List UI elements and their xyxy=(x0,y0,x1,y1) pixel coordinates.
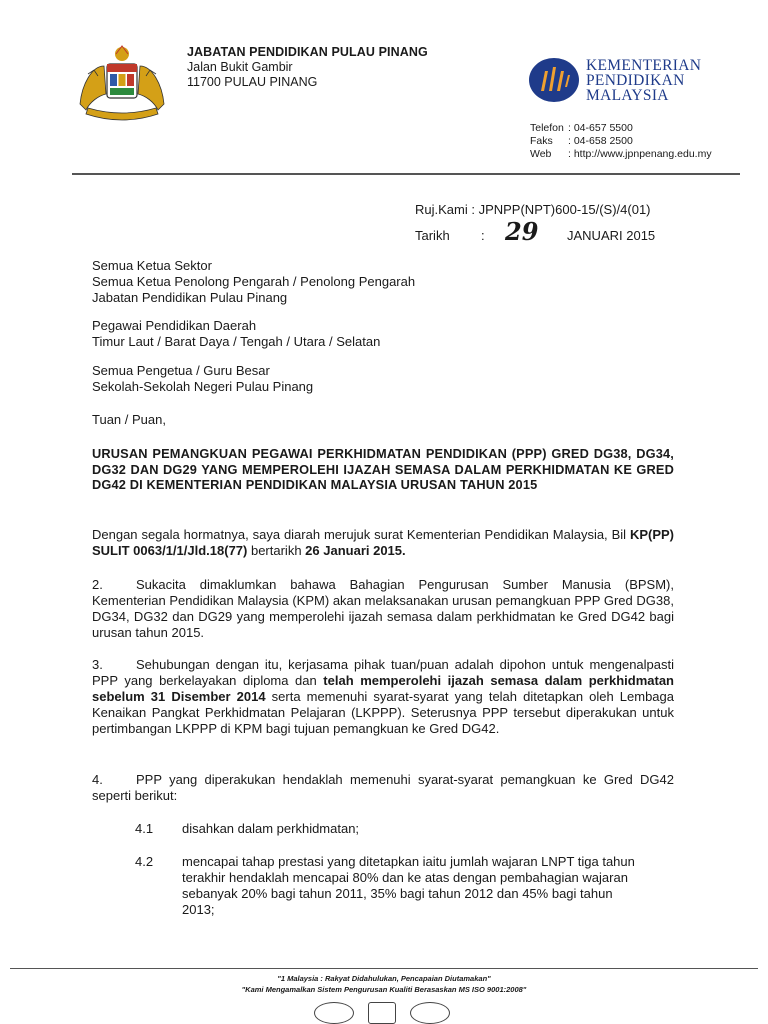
ministry-name-line-3: MALAYSIA xyxy=(586,87,669,104)
paragraph-number: 3. xyxy=(92,657,103,672)
item-number: 4.2 xyxy=(135,854,154,869)
date-label: Tarikh xyxy=(415,228,450,243)
recipient-group-2 xyxy=(92,318,674,350)
item-text: disahkan dalam perkhidmatan; xyxy=(182,821,360,836)
paragraph-text: Sukacita dimaklumkan bahawa Bahagian Pengurusan Sumber Manusia (BPSM), Kementerian Pendidikan Malaysia (KPM) akan melaksanakan urusan pemangkuan PPP Gred DG38, DG34, DG32 dan DG29 yang memperolehi ijazah semasa dalam perkhidmatan ke Gred DG42 bagi urusan tahun 2015. xyxy=(92,577,674,640)
salutation: Tuan / Puan, xyxy=(92,412,166,427)
footer-quality-statement: "Kami Mengamalkan Sistem Pengurusan Kualiti Berasaskan MS ISO 9001:2008" xyxy=(241,985,527,994)
list-item xyxy=(135,821,655,837)
paragraph-text-2: serta memenuhi syarat-syarat yang telah ditetapkan oleh Lembaga Kenaikan Pangkat Perkhidmatan Pelajaran (LKPPP). Seterusnya PPP tersebut diperakukan untuk pertimbangan LKPPP di KPM bagi tujuan pemangkuan ke Gred DG42. xyxy=(92,689,674,736)
reference-number: Ruj.Kami : JPNPP(NPT)600-15/(S)/4(01) xyxy=(415,202,651,217)
ministry-name xyxy=(586,58,701,103)
address-line-1: Jalan Bukit Gambir xyxy=(187,60,293,74)
paragraph-bold-text: telah memperolehi ijazah semasa dalam perkhidmatan sebelum 31 Disember 2014 xyxy=(92,673,674,704)
intro-paragraph xyxy=(92,527,674,559)
intro-text: Dengan segala hormatnya, saya diarah merujuk surat Kementerian Pendidikan Malaysia, Bil xyxy=(92,527,627,542)
contact-label: Faks xyxy=(530,135,553,147)
ministry-name-line-2: PENDIDIKAN xyxy=(586,72,685,89)
paragraph-4 xyxy=(92,772,674,804)
contact-row-fax xyxy=(530,135,712,148)
certification-badges xyxy=(314,1002,450,1024)
recipient-line: Semua Ketua Sektor xyxy=(92,258,212,273)
intro-text-2: bertarikh xyxy=(247,543,306,558)
ministry-name-line-1: KEMENTERIAN xyxy=(586,57,702,74)
paragraph-text: Sehubungan dengan itu, kerjasama pihak tuan/puan adalah dipohon untuk mengenalpasti PPP yang berkelayakan diploma dan xyxy=(92,657,674,688)
letter-subject: URUSAN PEMANGKUAN PEGAWAI PERKHIDMATAN PENDIDIKAN (PPP) GRED DG38, DG34, DG32 DAN DG29 YANG MEMPEROLEHI IJAZAH SEMASA DALAM PERKHIDMATAN KE GRED DG42 DI KEMENTERIAN PENDIDIKAN MALAYSIA URUSAN TAHUN 2015 xyxy=(92,446,674,492)
date-month-year: JANUARI 2015 xyxy=(567,228,656,243)
paragraph-text: PPP yang diperakukan hendaklah memenuhi syarat-syarat pemangkuan ke Gred DG42 seperti berikut: xyxy=(92,772,674,803)
intro-reference: KP(PP) SULIT 0063/1/1/Jld.18(77) xyxy=(92,527,674,558)
intro-date: 26 Januari 2015. xyxy=(305,543,406,558)
contact-block xyxy=(530,122,712,161)
contact-value: : http://www.jpnpenang.edu.my xyxy=(568,148,712,160)
footer-slogan: "1 Malaysia : Rakyat Didahulukan, Pencapaian Diutamakan" xyxy=(277,974,491,983)
recipient-group-1 xyxy=(92,258,674,306)
item-number: 4.1 xyxy=(135,821,154,836)
recipient-line: Pegawai Pendidikan Daerah xyxy=(92,318,257,333)
coat-of-arms-logo xyxy=(72,44,172,124)
contact-value: : 04-658 2500 xyxy=(568,135,633,147)
header-divider xyxy=(72,173,740,175)
recipient-line: Semua Ketua Penolong Pengarah / Penolong Pengarah xyxy=(92,274,416,289)
ministry-logo xyxy=(528,57,580,103)
paragraph-2 xyxy=(92,577,674,641)
certification-badge-icon xyxy=(368,1002,396,1024)
department-name: JABATAN PENDIDIKAN PULAU PINANG xyxy=(187,45,428,59)
recipient-line: Semua Pengetua / Guru Besar xyxy=(92,363,270,378)
address-line-2: 11700 PULAU PINANG xyxy=(187,75,318,89)
paragraph-3 xyxy=(92,657,674,737)
list-item xyxy=(135,854,655,918)
recipient-line: Timur Laut / Barat Daya / Tengah / Utara / Selatan xyxy=(92,334,381,349)
contact-value: : 04-657 5500 xyxy=(568,122,633,134)
recipient-line: Jabatan Pendidikan Pulau Pinang xyxy=(92,290,288,305)
certification-badge-icon xyxy=(410,1002,450,1024)
department-address xyxy=(187,45,428,90)
contact-label: Web xyxy=(530,148,552,160)
item-text: mencapai tahap prestasi yang ditetapkan iaitu jumlah wajaran LNPT tiga tahun terakhir hendaklah mencapai 80% dan ke atas dengan pembahagian wajaran sebanyak 20% bagi tahun 2011, 35% bagi tahun 2012 dan 45% bagi tahun 2013; xyxy=(182,854,635,917)
contact-row-phone xyxy=(530,122,712,135)
date-day-handwritten: 29 xyxy=(505,217,539,246)
letter-date xyxy=(415,217,656,246)
certification-badge-icon xyxy=(314,1002,354,1024)
date-colon: : xyxy=(481,228,485,243)
recipient-line: Sekolah-Sekolah Negeri Pulau Pinang xyxy=(92,379,314,394)
contact-label: Telefon xyxy=(530,122,564,134)
recipient-group-3 xyxy=(92,363,674,395)
footer-divider xyxy=(10,968,758,969)
paragraph-number: 2. xyxy=(92,577,103,592)
paragraph-number: 4. xyxy=(92,772,103,787)
contact-row-web xyxy=(530,148,712,161)
